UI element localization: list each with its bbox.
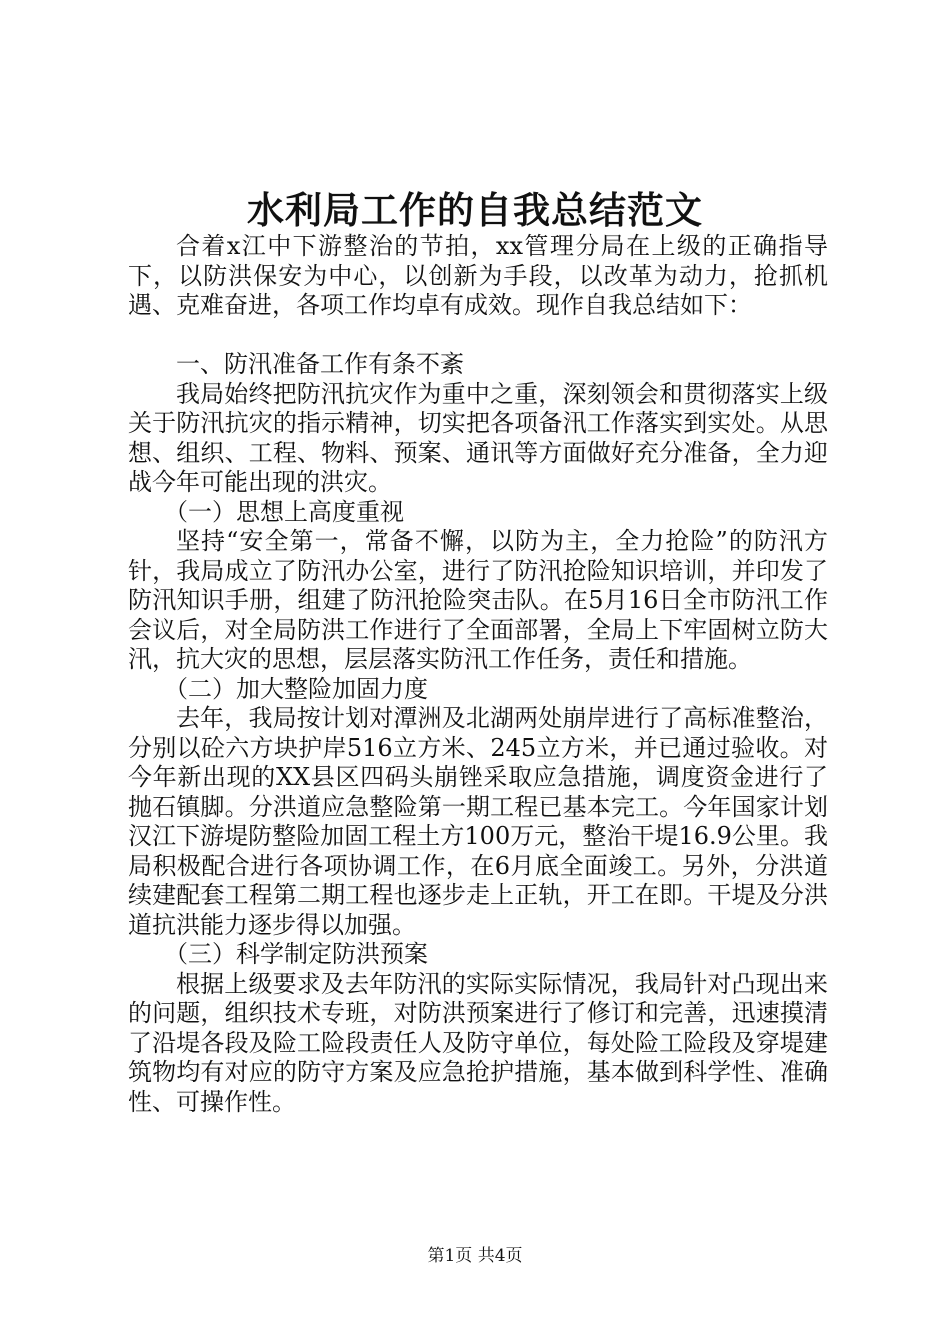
subsection-heading-2: （二）加大整险加固力度: [164, 674, 428, 703]
subsection-1-paragraph: 坚持“安全第一，常备不懈，以防为主，全力抢险”的防汛方针，我局成立了防汛办公室，进行了防汛抢险知识培训，并印发了防汛知识手册，组建了防汛抢险突击队。在5月16日全市防汛工作会议后，对全局防洪工作进行了全面部署，全局上下牢固树立防大汛，抗大灾的思想，层层落实防汛工作任务，责任和措施。: [128, 527, 828, 673]
subsection-heading-1: （一）思想上高度重视: [164, 497, 404, 526]
document-title: 水利局工作的自我总结范文: [247, 188, 703, 232]
subsection-3-paragraph: 根据上级要求及去年防汛的实际实际情况，我局针对凸现出来的问题，组织技术专班，对防洪预案进行了修订和完善，迅速摸清了沿堤各段及险工险段责任人及防守单位，每处险工险段及穿堤建筑物均有对应的防守方案及应急抢护措施，基本做到科学性、准确性、可操作性。: [128, 969, 828, 1116]
document-body: [128, 232, 828, 1117]
subsection-2-paragraph: 去年，我局按计划对潭洲及北湖两处崩岸进行了高标准整治，分别以砼六方块护岸516立方米、245立方米，并已通过验收。对今年新出现的XX县区四码头崩锉采取应急措施，调度资金进行了抛石镇脚。分洪道应急整险第一期工程已基本完工。今年国家计划汉江下游堤防整险加固工程土方100万元，整治干堤16.9公里。我局积极配合进行各项协调工作，在6月底全面竣工。另外，分洪道续建配套工程第二期工程也逐步走上正轨，开工在即。干堤及分洪道抗洪能力逐步得以加强。: [128, 704, 828, 939]
subsection-heading-3: （三）科学制定防洪预案: [164, 940, 428, 968]
page-number: 第1页 共4页: [427, 1246, 523, 1266]
section-1-paragraph: 我局始终把防汛抗灾作为重中之重，深刻领会和贯彻落实上级关于防汛抗灾的指示精神，切实把各项备汛工作落实到实处。从思想、组织、工程、物料、预案、通讯等方面做好充分准备，全力迎战今年可能出现的洪灾。: [128, 379, 828, 496]
intro-paragraph: 合着x江中下游整治的节拍，xx管理分局在上级的正确指导下，以防洪保安为中心，以创新为手段，以改革为动力，抢抓机遇、克难奋进，各项工作均卓有成效。现作自我总结如下：: [128, 232, 828, 319]
section-heading-1: 一、防汛准备工作有条不紊: [176, 350, 464, 378]
